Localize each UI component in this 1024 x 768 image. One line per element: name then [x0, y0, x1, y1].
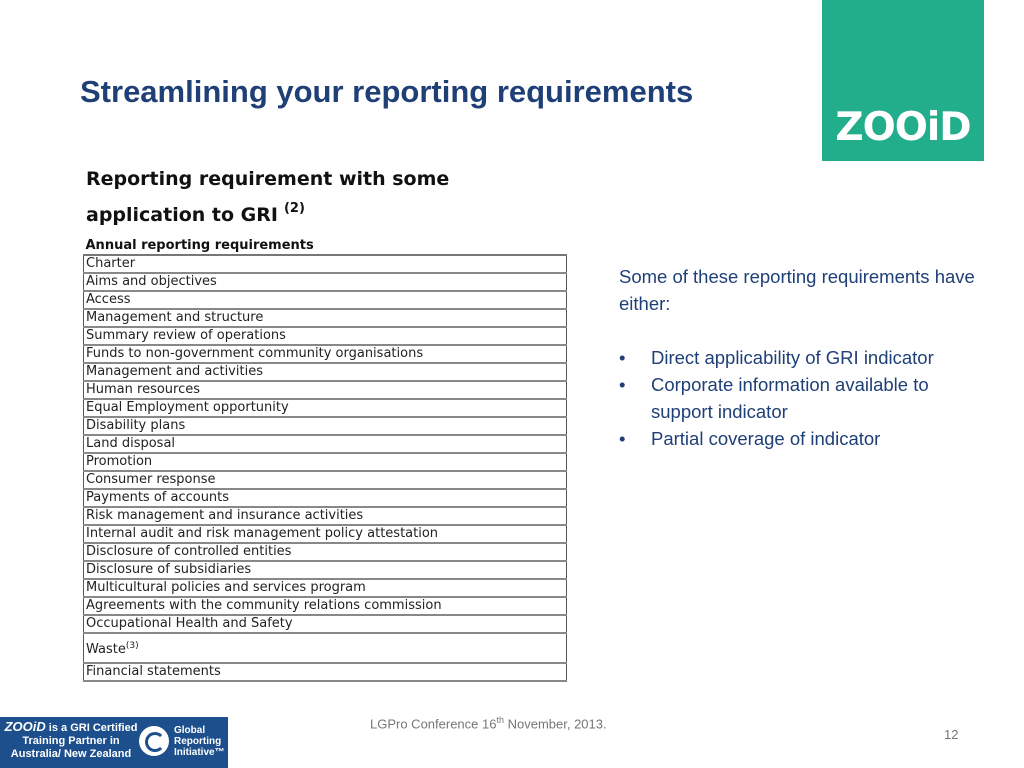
table-row — [84, 435, 567, 453]
table-row — [84, 453, 567, 471]
table-row — [84, 633, 567, 663]
table-row — [84, 597, 567, 615]
bullet-icon: • — [619, 374, 626, 395]
table-cell: Disclosure of subsidiaries — [84, 561, 567, 579]
table-heading-line2: application to GRI — [86, 204, 278, 226]
gri-name — [174, 725, 225, 758]
bullet-text: Direct applicability of GRI indicator — [651, 347, 934, 368]
table-cell: Aims and objectives — [84, 273, 567, 291]
table-header-row — [84, 238, 567, 255]
gri-partner-text — [4, 720, 138, 761]
table-row-cut-off — [84, 681, 567, 682]
gri-globe-icon — [139, 726, 169, 756]
table-cell: Funds to non-government community organisations — [84, 345, 567, 363]
table-cell: Financial statements — [84, 663, 567, 681]
column-header: Annual reporting requirements — [84, 238, 567, 255]
table-cell: Charter — [84, 255, 567, 273]
table-row — [84, 345, 567, 363]
bullet-item — [619, 425, 989, 452]
table-heading-line1: Reporting requirement with some — [86, 168, 450, 190]
banner-line3: Australia/ New Zealand — [10, 748, 132, 760]
table-cell: Agreements with the community relations commission — [84, 597, 567, 615]
zooid-logo — [822, 0, 984, 161]
table-cell: Consumer response — [84, 471, 567, 489]
table-cell: Access — [84, 291, 567, 309]
table-cell: Payments of accounts — [84, 489, 567, 507]
requirements-table-container — [83, 238, 567, 682]
table-heading — [86, 165, 506, 230]
table-cell-waste — [84, 633, 567, 663]
table-cell: Equal Employment opportunity — [84, 399, 567, 417]
table-row — [84, 543, 567, 561]
bullet-icon: • — [619, 428, 626, 449]
footer-superscript: th — [496, 715, 504, 725]
table-cell: Summary review of operations — [84, 327, 567, 345]
bullet-text: Partial coverage of indicator — [651, 428, 881, 449]
side-bullet-list — [619, 344, 989, 452]
table-row — [84, 381, 567, 399]
table-row — [84, 309, 567, 327]
footer-text — [370, 715, 607, 731]
slide-title: Streamlining your reporting requirements — [80, 74, 694, 109]
table-cell: Disability plans — [84, 417, 567, 435]
gri-line2: Reporting — [174, 736, 222, 747]
table-row — [84, 615, 567, 633]
banner-line2: Training Partner in — [22, 735, 120, 747]
logo-text: ZOOiD — [835, 105, 971, 150]
table-cell: Management and structure — [84, 309, 567, 327]
footer-text-after: November, 2013. — [503, 716, 607, 732]
page-number: 12 — [944, 727, 959, 742]
table-row — [84, 471, 567, 489]
table-row — [84, 327, 567, 345]
table-row — [84, 579, 567, 597]
gri-partner-banner — [0, 717, 228, 768]
gri-line1: Global — [174, 725, 206, 736]
table-cell: Risk management and insurance activities — [84, 507, 567, 525]
waste-label: Waste — [86, 642, 126, 657]
footer-text-before: LGPro Conference 16 — [370, 716, 497, 732]
bullet-icon: • — [619, 347, 626, 368]
table-row — [84, 417, 567, 435]
gri-line3: Initiative™ — [174, 747, 225, 758]
table-row — [84, 663, 567, 681]
table-heading-note: (2) — [283, 201, 305, 216]
requirements-table — [83, 238, 567, 682]
side-intro: Some of these reporting requirements have either: — [619, 266, 975, 314]
table-row — [84, 525, 567, 543]
table-row — [84, 507, 567, 525]
table-row — [84, 363, 567, 381]
table-cell: Multicultural policies and services program — [84, 579, 567, 597]
table-row — [84, 561, 567, 579]
bullet-item — [619, 371, 989, 425]
table-cell: Human resources — [84, 381, 567, 399]
banner-brand: ZOOiD — [4, 719, 46, 734]
table-cell: Promotion — [84, 453, 567, 471]
table-cell: Disclosure of controlled entities — [84, 543, 567, 561]
table-row — [84, 399, 567, 417]
bullet-text: Corporate information available to support indicator — [651, 374, 929, 422]
table-cell-cut-off — [84, 681, 567, 682]
table-row — [84, 291, 567, 309]
side-text — [619, 263, 989, 452]
banner-line1: is a GRI Certified — [48, 722, 138, 734]
table-row — [84, 273, 567, 291]
waste-note: (3) — [125, 641, 139, 651]
table-cell: Occupational Health and Safety — [84, 615, 567, 633]
table-cell: Management and activities — [84, 363, 567, 381]
table-cell: Land disposal — [84, 435, 567, 453]
table-cell: Internal audit and risk management policy attestation — [84, 525, 567, 543]
table-row — [84, 255, 567, 273]
bullet-item — [619, 344, 989, 371]
table-row — [84, 489, 567, 507]
